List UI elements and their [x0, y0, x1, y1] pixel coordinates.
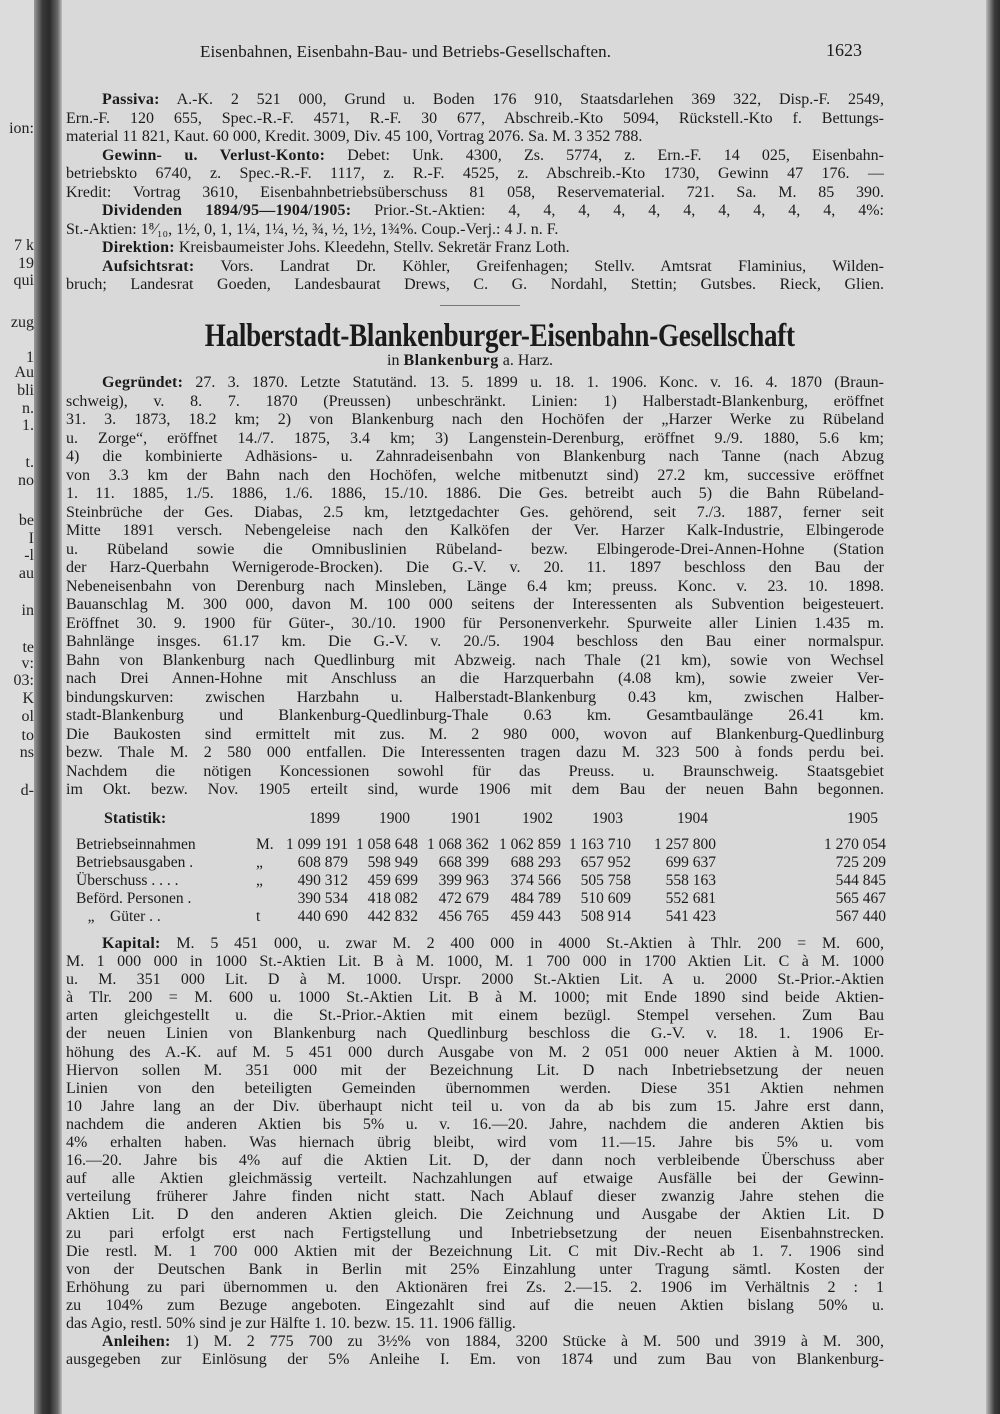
capital-line [66, 1044, 884, 1062]
capital-line [66, 1333, 884, 1351]
line-text: 16.—20. Jahre bis 4% auf die Aktien Lit. D, der dann noch verbleibende Überschuss aber [66, 1152, 884, 1170]
capital-line [66, 1007, 884, 1025]
location-city: Blankenburg [403, 352, 499, 369]
line-text: der neuen Linien von Blankenburg nach Quedlinburg beschloss die G.-V. v. 18. 1. 1906 Er- [66, 1025, 884, 1043]
adjacent-page-fragment: 19 [18, 255, 34, 272]
row-label: Beförd. Personen . [76, 890, 192, 907]
value-cell: 544 845 [835, 872, 886, 889]
previous-entry-line [66, 202, 884, 221]
line-text: M. 5 451 000, u. zwar M. 2 400 000 in 4000 St.-Aktien à Thlr. 200 = M. 600, [160, 935, 884, 952]
line-text: von der Deutschen Bank in Berlin mit 25% Einzahlung unter Tragung sämtl. Kosten der [66, 1260, 884, 1278]
running-header: Eisenbahnen, Eisenbahn-Bau- und Betriebs-Gesellschaften. [200, 42, 612, 61]
adjacent-page-fragment: t. [25, 454, 34, 471]
year-header: 1900 [379, 810, 410, 827]
adjacent-page-fragment: te [22, 639, 34, 656]
value-cell: 608 879 [297, 854, 348, 871]
value-cell: 552 681 [665, 890, 716, 907]
section-heading: Anleihen: [102, 1333, 171, 1351]
year-header: 1902 [522, 810, 553, 827]
adjacent-page-fragment: 1 [26, 349, 34, 366]
previous-entry-line [66, 128, 884, 147]
line-text: Nachdem die nötigen Koncessionen sowohl für das Preuss. u. Braunschweig. Staatsgebiet [66, 762, 884, 780]
value-cell: 1 257 800 [654, 836, 716, 853]
previous-entry-line [66, 165, 884, 184]
value-cell: 390 534 [297, 890, 348, 907]
year-header: 1901 [450, 810, 481, 827]
line-text: Kreisbaumeister Johs. Kleedehn, Stellv. Sekretär Franz Loth. [174, 239, 570, 256]
value-cell: 1 058 648 [356, 836, 418, 853]
capital-line [66, 1243, 884, 1261]
row-unit: „ [256, 854, 263, 871]
capital-line [66, 1116, 884, 1134]
value-cell: 567 440 [835, 908, 886, 925]
value-cell: 484 789 [510, 890, 561, 907]
page-number: 1623 [826, 40, 862, 60]
history-line [66, 448, 884, 467]
line-text: M. 1 000 000 in 1000 St.-Aktien Lit. B à M. 1000, M. 1 700 000 in 1700 Aktien Lit. C à M. 1000 [66, 953, 884, 971]
adjacent-page-fragment: Au [14, 364, 34, 381]
line-text: u. M. 351 000 Lit. D à M. 1000. Urspr. 2000 St.-Aktien Lit. A u. 2000 St.-Prior.-Aktien [66, 971, 884, 989]
value-cell: 688 293 [510, 854, 561, 871]
adjacent-page-fragment: 03: [13, 672, 34, 689]
history-line [66, 707, 884, 726]
capital-line [66, 1261, 884, 1279]
previous-entry-text [66, 91, 884, 295]
history-line [66, 578, 884, 597]
line-text: das Agio, restl. 50% sind je zur Hälfte 1. 10. bezw. 15. 11. 1906 fällig. [66, 1314, 516, 1332]
line-text: verteilung früherer Jahre finden nicht statt. Nach Ablauf dieser zwanzig Jahre stehen die [66, 1188, 884, 1206]
line-text: bezw. Thale M. 2 580 000 entfallen. Die Interessenten tragen dazu M. 323 500 à fonds perdu bei. [66, 744, 884, 761]
capital-line [66, 1098, 884, 1116]
adjacent-page-edge [0, 0, 36, 1414]
year-header: 1899 [309, 810, 340, 827]
previous-entry-line [66, 258, 884, 277]
capital-line [66, 1062, 884, 1080]
value-cell: 565 467 [835, 890, 886, 907]
year-header: 1905 [847, 810, 878, 827]
history-line [66, 726, 884, 745]
location-prefix: in [387, 352, 400, 369]
line-text: schweig), v. 8. 7. 1870 (Preussen) unbeschränkt. Linien: 1) Halberstadt-Blankenburg, eröffnet [66, 392, 884, 410]
value-cell: 1 099 191 [286, 836, 348, 853]
line-text: Nebeneisenbahn von Derenburg nach Minsleben, Länge 6.4 km; preuss. Konc. v. 23. 10. 1898. [66, 577, 884, 595]
line-text: im Okt. bezw. Nov. 1905 erteilt sind, wurde 1906 mit dem Bau der neuen Bahn begonnen. [66, 781, 884, 798]
line-text: à Tlr. 200 = M. 600 u. 1000 St.-Aktien Lit. B à M. 1000; mit Ende 1890 sind beide Aktien- [66, 989, 884, 1007]
line-text: u. Zorge“, eröffnet 14./7. 1875, 3.4 km; 3) Langenstein-Derenburg, eröffnet 9./9. 1880, 5.6 km; [66, 429, 884, 447]
line-text: Steinbrüche der Ges. Diabas, 2.5 km, letztgedachter Ges. gehörend, seit 7./3. 1887, ferner seit [66, 503, 884, 521]
section-heading: Gegründet: [102, 374, 184, 391]
value-cell: 657 952 [580, 854, 631, 871]
history-line [66, 689, 884, 708]
value-cell: 472 679 [438, 890, 489, 907]
value-cell: 558 163 [665, 872, 716, 889]
line-text: Debet: Unk. 4300, Zs. 5774, z. Ern.-F. 14 025, Eisenbahn- [325, 146, 884, 164]
adjacent-page-fragment: bli [17, 382, 34, 399]
line-text: höhung des A.-K. auf M. 5 451 000 durch Ausgabe von M. 2 051 000 neuer Aktien à M. 1000. [66, 1043, 884, 1061]
history-text [66, 374, 884, 800]
line-text: Bahnlänge insges. 61.17 km. Die G.-V. v. 20./5. 1904 beschloss den Bau einer normalspur. [66, 633, 884, 650]
section-heading: Dividenden 1894/95—1904/1905: [102, 202, 352, 219]
line-text: 10 Jahre lang an der Div. überhaupt nicht teil u. von da ab bis zum 15. Jahre erst dann, [66, 1097, 884, 1115]
value-cell: 1 068 362 [427, 836, 489, 853]
line-text: Bahn von Blankenburg nach Quedlinburg mit Abzweig. nach Thale (21 km), sowie von Wechsel [66, 651, 884, 669]
section-heading: Kapital: [102, 935, 161, 952]
line-text: nach Drei Annen-Hohne mit Anschluss an die Harzquerbahn (4.08 km), sowie zweier Ver- [66, 670, 884, 687]
previous-entry-line [66, 221, 884, 240]
company-location [0, 352, 940, 370]
line-text: Mitte 1891 versch. Nebengeleise nach den Kalköfen der Ver. Harzer Kalk-Industrie, Elbingerode [66, 522, 884, 539]
year-header: 1903 [592, 810, 623, 827]
company-title [0, 318, 1000, 355]
value-cell: 442 832 [367, 908, 418, 925]
capital-line [66, 1025, 884, 1043]
history-line [66, 633, 884, 652]
statistics-header-row [76, 808, 886, 836]
line-text: 27. 3. 1870. Letzte Statutänd. 13. 5. 1899 u. 18. 1. 1906. Konc. v. 16. 4. 1870 (Braun- [183, 374, 884, 391]
line-text: 4% erhalten haben. Was hiernach übrig bleibt, wird vom 11.—15. Jahre bis 5% u. vom [66, 1134, 884, 1152]
value-cell: 1 270 054 [824, 836, 886, 853]
value-cell: 541 423 [665, 908, 716, 925]
row-unit: „ [256, 872, 263, 889]
capital-line [66, 1225, 884, 1243]
value-cell: 1 163 710 [569, 836, 631, 853]
capital-line [66, 1206, 884, 1224]
statistics-label: Statistik: [104, 810, 167, 827]
row-label: Betriebseinnahmen [76, 836, 196, 853]
adjacent-page-fragment: qui [13, 272, 34, 289]
statistics-row [76, 908, 886, 926]
history-line [66, 522, 884, 541]
history-line [66, 596, 884, 615]
history-line [66, 615, 884, 634]
line-text: A.-K. 2 521 000, Grund u. Boden 176 910, Staatsdarlehen 369 322, Disp.-F. 2549, [159, 91, 884, 108]
adjacent-page-fragment: no [18, 472, 34, 489]
statistics-row [76, 872, 886, 890]
history-line [66, 411, 884, 430]
line-text: Kredit: Vortrag 3610, Eisenbahnbetriebsüberschuss 81 058, Reservematerial. 721. Sa. M. 85 390. [66, 183, 884, 201]
value-cell: 668 399 [438, 854, 489, 871]
adjacent-page-fragment: I [28, 530, 34, 547]
value-cell: 505 758 [580, 872, 631, 889]
value-cell: 598 949 [367, 854, 418, 871]
capital-line [66, 1080, 884, 1098]
line-text: Linien von den beteiligten Gemeinden übernommen werden. Diese 351 Aktien nehmen [66, 1079, 884, 1097]
row-label: Überschuss . . . . [76, 872, 179, 889]
statistics-row [76, 890, 886, 908]
line-text: Hiervon sollen M. 351 000 mit der Bezeichnung Lit. D nach Inbetriebsetzung der neuen [66, 1061, 884, 1079]
value-cell: 418 082 [367, 890, 418, 907]
capital-line [66, 935, 884, 953]
history-line [66, 744, 884, 763]
statistics-row [76, 836, 886, 854]
adjacent-page-fragment: ns [19, 744, 34, 761]
adjacent-page-fragment: -l [24, 547, 34, 564]
previous-entry-line [66, 147, 884, 166]
history-line [66, 781, 884, 800]
previous-entry-line [66, 184, 884, 203]
adjacent-page-fragment: v: [21, 655, 34, 672]
line-text: von 3.3 km der Bahn nach den Hochöfen, welche mitbenutzt sind) 27.2 km, successive eröffnet [66, 466, 884, 484]
history-line [66, 541, 884, 560]
capital-line [66, 1134, 884, 1152]
section-heading: Direktion: [102, 239, 175, 256]
value-cell: 456 765 [438, 908, 489, 925]
history-line [66, 670, 884, 689]
row-unit: t [256, 908, 261, 925]
adjacent-page-fragment: in [21, 602, 34, 619]
capital-line [66, 989, 884, 1007]
line-text: material 11 821, Kaut. 60 000, Kredit. 3009, Div. 45 100, Vortrag 2076. Sa. M. 3 352 788. [66, 128, 643, 145]
row-label: Betriebsausgaben . [76, 854, 194, 871]
capital-line [66, 971, 884, 989]
value-cell: 440 690 [297, 908, 348, 925]
history-line [66, 763, 884, 782]
book-gutter [34, 0, 62, 1414]
value-cell: 699 637 [665, 854, 716, 871]
value-cell: 725 209 [835, 854, 886, 871]
history-line [66, 485, 884, 504]
previous-entry-line [66, 239, 884, 258]
location-suffix: a. Harz. [502, 352, 553, 369]
history-line [66, 504, 884, 523]
capital-line [66, 1188, 884, 1206]
statistics-row [76, 854, 886, 872]
capital-line [66, 1351, 884, 1369]
line-text: zu pari erfolgt erst nach Fertigstellung und Inbetriebsetzung der neuen Eisenbahnstrecken. [66, 1224, 884, 1242]
adjacent-page-fragment: zug [10, 314, 34, 331]
line-text: Prior.-St.-Aktien: 4, 4, 4, 4, 4, 4, 4, 4, 4, 4, 4%: [351, 202, 884, 219]
adjacent-page-fragment: n. [22, 400, 34, 417]
adjacent-page-fragment: to [21, 727, 34, 744]
line-text: betriebskto 6740, z. Spec.-R.-F. 1117, z. R.-F. 4525, z. Abschreib.-Kto 1730, Gewinn 47 176. — [66, 165, 884, 182]
company-name: Halberstadt-Blankenburger-Eisenbahn-Gesellschaft [204, 318, 796, 354]
line-text: der Harz-Querbahn Wernigerode-Brocken). Die G.-V. v. 20. 11. 1897 beschloss den Bau der [66, 559, 884, 576]
capital-line [66, 1152, 884, 1170]
line-text: St.-Aktien: 1⁸⁄₁₀, 1½, 0, 1, 1¼, 1¼, ½, ¾, ½, 1½, 1¾%. Coup.-Verj.: 4 J. n. F. [66, 220, 559, 238]
previous-entry-line [66, 110, 884, 129]
value-cell: 399 963 [438, 872, 489, 889]
line-text: Vors. Landrat Dr. Köhler, Greifenhagen; Stellv. Amtsrat Flaminius, Wilden- [194, 257, 884, 275]
adjacent-page-fragment: ol [21, 708, 34, 725]
section-heading: Aufsichtsrat: [102, 257, 195, 275]
value-cell: 510 609 [580, 890, 631, 907]
line-text: u. Rübeland sowie die Omnibuslinien Rübeland- bezw. Elbingerode-Drei-Annen-Hohne (Station [66, 540, 884, 558]
capital-line [66, 1170, 884, 1188]
line-text: auf alle Aktien gleichmässig verteilt. Nachzahlungen auf etwaige Ausfälle bei der Gewinn- [66, 1170, 884, 1188]
adjacent-page-fragment: 1. [22, 417, 34, 434]
section-heading: Gewinn- u. Verlust-Konto: [102, 146, 326, 164]
line-text: bruch; Landesrat Goeden, Landesbaurat Drews, C. G. Nordahl, Stettin; Gutsbes. Rieck, Glien. [66, 276, 884, 293]
line-text: Die restl. M. 1 700 000 Aktien mit der Bezeichnung Lit. C mit Div.-Recht ab 1. 7. 1906 sind [66, 1242, 884, 1260]
value-cell: 459 699 [367, 872, 418, 889]
value-cell: 508 914 [580, 908, 631, 925]
line-text: 1. 11. 1885, 1./5. 1886, 1./6. 1886, 15./10. 1886. Die Ges. betreibt auch 5) die Bahn Rübeland- [66, 485, 884, 502]
history-line [66, 559, 884, 578]
line-text: Ern.-F. 120 655, Spec.-R.-F. 4571, R.-F. 30 677, Abschreib.-Kto 5094, Rückstell.-Kto f. Bettungs- [66, 109, 884, 127]
capital-line [66, 953, 884, 971]
statistics-table [76, 808, 886, 926]
line-text: zu 104% zum Bezuge angeboten. Eingezahlt sind auf die neuen Aktien bislang 50% u. [66, 1296, 884, 1314]
adjacent-page-fragment: be [18, 512, 34, 529]
previous-entry-line [66, 276, 884, 295]
history-line [66, 467, 884, 486]
value-cell: 459 443 [510, 908, 561, 925]
row-unit: M. [256, 836, 274, 853]
value-cell: 1 062 859 [499, 836, 561, 853]
adjacent-page-fragment: K [22, 690, 34, 707]
line-text: 1) M. 2 775 700 zu 3½% von 1884, 3200 Stücke à M. 500 und 3919 à M. 300, [170, 1333, 884, 1351]
page-edge-shadow [986, 0, 1000, 1414]
capital-line [66, 1297, 884, 1315]
capital-line [66, 1279, 884, 1297]
line-text: nachdem die anderen Aktien bis 5% u. v. 16.—20. Jahre, nachdem die anderen Aktien bis [66, 1115, 884, 1133]
line-text: arten gleichgestellt u. die St.-Prior.-Aktien mit einem bezügl. Stempel versehen. Zum Bau [66, 1007, 884, 1025]
previous-entry-line [66, 91, 884, 110]
line-text: ausgegeben zur Einlösung der 5% Anleihe I. Em. von 1874 und zum Bau von Blankenburg- [66, 1351, 884, 1369]
line-text: Die Baukosten sind ermittelt mit zus. M. 2 980 000, wovon auf Blankenburg-Quedlinburg [66, 725, 884, 743]
row-label: „ Güter . . [76, 908, 161, 925]
section-heading: Passiva: [102, 91, 160, 108]
history-line [66, 393, 884, 412]
line-text: Bauanschlag M. 300 000, davon M. 100 000 seitens der Interessenten als Subvention beigesteuert. [66, 596, 884, 613]
section-divider [440, 305, 520, 306]
adjacent-page-fragment: 7 k [14, 237, 34, 254]
line-text: stadt-Blankenburg und Blankenburg-Quedlinburg-Thale 0.63 km. Gesamtbaulänge 26.41 km. [66, 707, 884, 724]
history-line [66, 652, 884, 671]
line-text: 31. 3. 1873, 18.2 km; 2) von Blankenburg nach den Hochöfen der „Harzer Werke zu Rübeland [66, 411, 884, 428]
capital-line [66, 1315, 884, 1333]
capital-text [66, 935, 884, 1369]
adjacent-page-fragment: d- [20, 782, 34, 799]
value-cell: 490 312 [297, 872, 348, 889]
adjacent-page-fragment: ion: [9, 120, 34, 137]
history-line [66, 430, 884, 449]
line-text: Aktien Lit. D den anderen Aktien gleich. Die Zeichnung und Ausgabe der Aktien Lit. D [66, 1206, 884, 1224]
line-text: Erhöhung zu pari übernommen u. den Aktionären frei Zs. 2.—15. 2. 1906 im Verhältnis 2 : 1 [66, 1278, 884, 1296]
adjacent-page-fragment: au [18, 565, 34, 582]
line-text: bindungskurven: zwischen Harzbahn u. Halberstadt-Blankenburg 0.43 km, zwischen Halber- [66, 688, 884, 706]
history-line [66, 374, 884, 393]
value-cell: 374 566 [510, 872, 561, 889]
year-header: 1904 [677, 810, 708, 827]
line-text: Eröffnet 30. 9. 1900 für Güter-, 30./10. 1900 für Personenverkehr. Spurweite aller Linien 1.435 m. [66, 614, 884, 632]
line-text: 4) die kombinierte Adhäsions- u. Zahnradeisenbahn von Blankenburg nach Tanne (nach Abzug [66, 448, 884, 465]
